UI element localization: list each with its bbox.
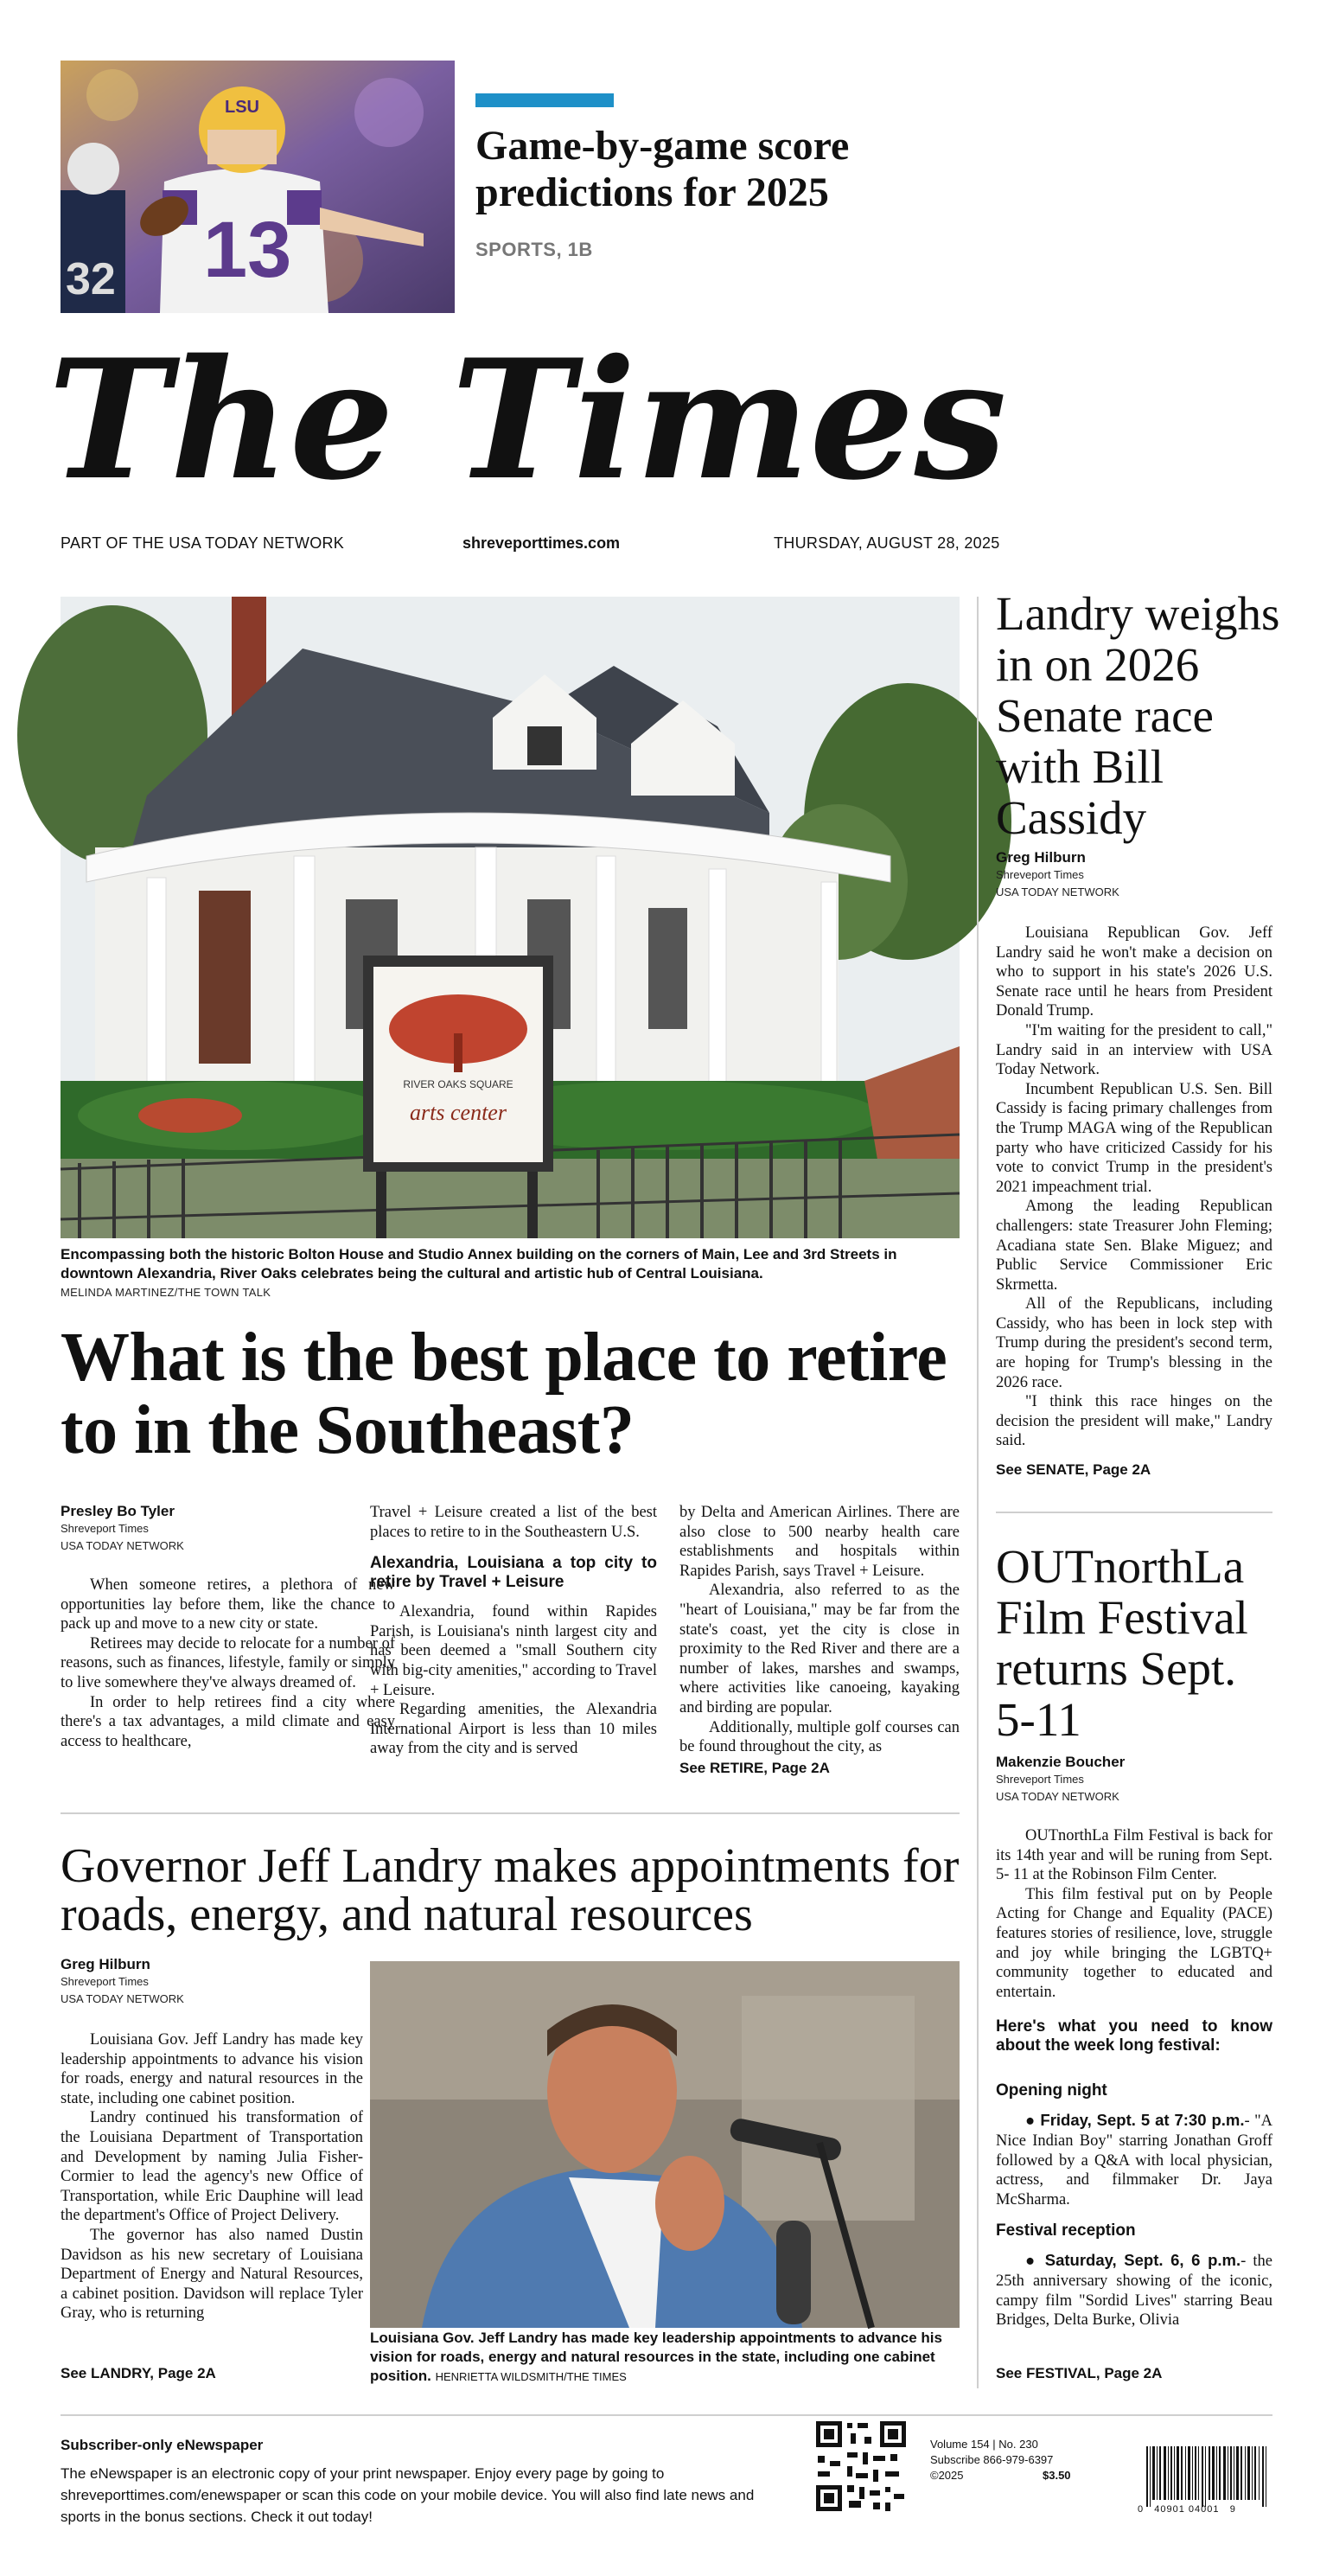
divider [996,1512,1272,1513]
governor-photo-credit: HENRIETTA WILDSMITH/THE TIMES [435,2370,627,2383]
governor-paragraph: Louisiana Gov. Jeff Landry has made key leadership appointments to advance his vision for roads, energy and natural resources in the state, including one cabinet position. [61,2031,363,2107]
film-event: ● Saturday, Sept. 6, 6 p.m.- the 25th anniversary showing of the iconic, campy film "Sordid Lives" starring Beau Bridges, Delta Burke, Olivia [996,2251,1272,2330]
film-headline[interactable]: OUTnorthLa Film Festival returns Sept. 5-11 [996,1540,1248,1746]
retire-paragraph: Regarding amenities, the Alexandria International Airport is less than 10 miles away from the city and is served [370,1701,657,1758]
copyright-price [930,2468,1112,2483]
footer-divider [61,2414,1272,2416]
film-subhead-reception: Festival reception [996,2221,1136,2240]
governor-paper: Shreveport Times [61,1975,149,1988]
governor-paragraph: Landry continued his transformation of the Louisiana Department of Transportation and Development by naming Julia Fisher-Cormier to lead the agency's new Office of Transportation, while Eric Dauphine will lead the department's Office of Project Delivery. [61,2109,363,2225]
senate-network: USA TODAY NETWORK [996,885,1119,898]
retire-paragraph: by Delta and American Airlines. There are also close to 500 nearby health care establishments and hospitals within Rapides Parish, says Travel + Leisure. [679,1504,960,1580]
volume-info [930,2437,1112,2483]
copyright: ©2025 [930,2469,964,2482]
governor-author: Greg Hilburn [61,1956,150,1972]
site-url[interactable]: shreveporttimes.com [462,534,621,552]
lead-photo-credit: MELINDA MARTINEZ/THE TOWN TALK [61,1286,271,1299]
subscribe-phone[interactable]: Subscribe 866-979-6397 [930,2453,1054,2466]
retire-paragraph: Alexandria, also referred to as the "heart of Louisiana," may be far from the state's coast, yet the city is close in proximity to the Red River and there are a number of lakes, marshes and swamps, where activities like canoeing, kayaking and birding are popular. [679,1582,960,1716]
lead-photo-caption: Encompassing both the historic Bolton House and Studio Annex building on the corners of Main, Lee and 3rd Streets in downtown Alexandria, River Oaks celebrates being the cultural and artistic hub of Central Louisiana. [61,1246,897,1282]
divider [61,1812,960,1814]
enewspaper-title[interactable]: Subscriber-only eNewspaper [61,2437,264,2453]
senate-paragraph: "I'm waiting for the president to call," Landry said in an interview with USA Today Network. [996,1021,1272,1079]
landry-jump-link[interactable]: See LANDRY, Page 2A [61,2365,216,2381]
sign-text: RIVER OAKS SQUARE [403,1078,513,1090]
lead-photo[interactable] [61,597,960,1238]
governor-photo-caption [370,2329,960,2387]
festival-jump-link[interactable]: See FESTIVAL, Page 2A [996,2365,1163,2381]
senate-paper: Shreveport Times [996,868,1084,881]
retire-network: USA TODAY NETWORK [61,1539,184,1552]
film-know-head: Here's what you need to know about the week long festival: [996,2017,1272,2055]
column-divider [977,597,979,2388]
senate-author: Greg Hilburn [996,849,1086,866]
retire-byline [61,1503,337,1555]
barcode-number: 0 40901 04001 9 [1138,2504,1236,2515]
retire-column-2 [370,1503,657,1759]
film-column [996,1826,1272,2330]
retire-paragraph: When someone retires, a plethora of new opportunities lay before them, like the chance to pack up and move to a new city or state. [61,1576,395,1633]
governor-caption-text: Louisiana Gov. Jeff Landry has made key leadership appointments to advance his vision for roads, energy and natural resources in the state, including one cabinet position. [370,2330,942,2384]
retire-headline[interactable]: What is the best place to retire to in the Southeast? [61,1320,947,1468]
opponent-jersey-number: 32 [66,254,116,304]
governor-paragraph: The governor has also named Dustin Davidson as his new secretary of Louisiana Department of Energy and Natural Resources, a cabinet position. Davidson will replace Tyler Gray, who is returning [61,2226,363,2323]
film-subhead-opening: Opening night [996,2081,1107,2100]
issue-date: THURSDAY, AUGUST 28, 2025 [774,534,1000,552]
senate-headline[interactable]: Landry weighs in on 2026 Senate race with Bill Cassidy [996,587,1280,844]
retire-column-1 [61,1576,395,1751]
senate-paragraph: All of the Republicans, including Cassidy, who has been in lock step with Trump during the president's second term, are hoping for Trump's blessing in the 2026 race. [996,1295,1272,1391]
film-paragraph: This film festival put on by People Acting for Change and Equality (PACE) features stories of resilience, love, struggle and joy while bringing the LGBTQ+ community together to educated and entertain. [996,1885,1272,2001]
retire-subhead: Alexandria, Louisiana a top city to retire by Travel + Leisure [370,1554,657,1592]
senate-byline [996,849,1272,901]
governor-column [61,2030,363,2324]
masthead-title: The Times [48,323,1007,516]
film-author: Makenzie Boucher [996,1754,1126,1770]
film-event-date: Friday, Sept. 5 at 7:30 p.m. [1040,2111,1245,2130]
jersey-number: 13 [203,206,292,294]
barcode [1141,2440,1272,2513]
volume-number: Volume 154 | No. 230 [930,2438,1038,2451]
qr-code[interactable] [813,2418,909,2515]
retire-author: Presley Bo Tyler [61,1503,175,1519]
price: $3.50 [1043,2469,1071,2482]
retire-paragraph: Travel + Leisure created a list of the best places to retire to in the Southeastern U.S. [370,1504,657,1541]
retire-paragraph: In order to help retirees find a city where there's a tax advantages, a mild climate and easy access to healthcare, [61,1693,395,1750]
senate-paragraph: "I think this race hinges on the decision the president will make," Landry said. [996,1393,1272,1450]
senate-column [996,924,1272,1451]
senate-paragraph: Louisiana Republican Gov. Jeff Landry said he won't make a decision on who to support in his state's 2026 U.S. Senate race until he hears from President Donald Trump. [996,924,1272,1020]
film-event-text: - "A Nice Indian Boy" starring Jonathan Groff followed by a Q&A with local physician, actress, and filmmaker Dr. Jaya McSharma. [996,2113,1272,2208]
senate-jump-link[interactable]: See SENATE, Page 2A [996,1461,1151,1478]
film-event-text: - the 25th anniversary showing of the iconic, campy film "Sordid Lives" starring Beau Bridges, Delta Burke, Olivia [996,2253,1272,2330]
film-network: USA TODAY NETWORK [996,1790,1119,1803]
teaser-section[interactable]: SPORTS, 1B [475,239,593,260]
governor-byline [61,1956,337,2008]
governor-headline[interactable]: Governor Jeff Landry makes appointments for roads, energy, and natural resources [61,1839,960,1941]
senate-paragraph: Incumbent Republican U.S. Sen. Bill Cassidy is facing primary challenges from the Trump MAGA wing of the Republican party who have criticized Cassidy for his vote to convict Trump in the president's 2021 impeachment trial. [996,1080,1272,1196]
network-label: PART OF THE USA TODAY NETWORK [61,534,345,552]
enewspaper-text: The eNewspaper is an electronic copy of your print newspaper. Enjoy every page by going to shreveporttimes.com/enewspaper or scan this code on your mobile device. You will also find late news and sports in the bonus sections. Check it out today! [61,2465,755,2525]
sign-script: arts center [410,1100,507,1125]
helmet-text: LSU [225,98,259,117]
film-byline [996,1754,1272,1806]
retire-column-3 [679,1503,960,1757]
film-paragraph: OUTnorthLa Film Festival is back for its 14th year and will be runing from Sept. 5- 11 at the Robinson Film Center. [996,1827,1272,1884]
film-event: ● Friday, Sept. 5 at 7:30 p.m.- "A Nice Indian Boy" starring Jonathan Groff followed by a Q&A with local physician, actress, and filmmaker Dr. Jaya McSharma. [996,2111,1272,2208]
teaser-accent-bar [475,93,614,107]
retire-paragraph: Alexandria, found within Rapides Parish, is Louisiana's ninth largest city and has been deemed a "small Southern city with big-city amenities," according to Travel + Leisure. [370,1603,657,1699]
retire-paper: Shreveport Times [61,1522,149,1535]
teaser-photo[interactable] [61,61,455,313]
film-paper: Shreveport Times [996,1773,1084,1786]
teaser-headline[interactable]: Game-by-game score predictions for 2025 [475,123,850,215]
senate-paragraph: Among the leading Republican challengers: state Treasurer John Fleming; Acadiana state Sen. Blake Miguez; and Public Service Commissioner Eric Skrmetta. [996,1198,1272,1294]
film-event-date: Saturday, Sept. 6, 6 p.m. [1044,2251,1241,2270]
governor-network: USA TODAY NETWORK [61,1992,184,2005]
retire-paragraph: Additionally, multiple golf courses can be found throughout the city, as [679,1718,960,1756]
governor-photo[interactable] [370,1961,960,2328]
masthead-logo[interactable] [48,323,1007,519]
retire-jump-link[interactable]: See RETIRE, Page 2A [679,1760,830,1776]
retire-paragraph: Retirees may decide to relocate for a number of reasons, such as finances, lifestyle, family or simply to live somewhere they've always dreamed of. [61,1634,395,1691]
